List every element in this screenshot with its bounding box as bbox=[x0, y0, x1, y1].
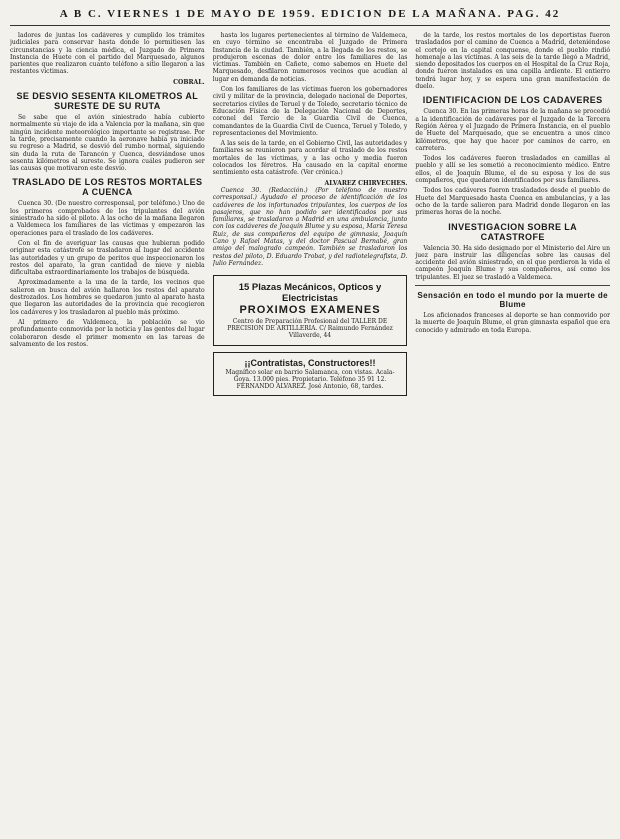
advertisement-contractors bbox=[213, 352, 408, 396]
article-text: Se sabe que el avión siniestrado había cubierto normalmente su viaje de ida a Valencia por la mañana, sin que ningún incidente meteorológico importante se registrase. Por la tarde, precisamente cuando la aeronave había ya iniciado su regreso a Madrid, se desvió del rumbo normal, siguiendo sin duda la ruta de Tarancón y Cuenca, desviándose unos sesenta kilómetros al sureste. Se ignora cuáles pudieron ser las causas que motivaron este desvío. bbox=[10, 114, 205, 173]
column-3 bbox=[415, 32, 610, 832]
article-text: Con los familiares de las víctimas fueron los gobernadores civil y militar de la provincia, delegado nacional de Deportes, secretarios civiles de Teruel y de Toledo, secretario técnico de Educación Física de la Delegación Nacional de Deportes, coronel del Tercio de la Guardia Civil de Cuenca, comandantes de la Guardia Civil de Cuenca, Teruel y Toledo, y representaciones del Movimiento. bbox=[212, 86, 408, 137]
article-text: Aproximadamente a la una de la tarde, los vecinos que salieron en busca del avión hallaron los restos del aparato destrozados. Los hombres se quedaron junto al aparato hasta que llegaron las autoridades de la provincia que recogieron los cadáveres y los trasladaron al pueblo más próximo. bbox=[10, 279, 205, 316]
article-text: Al primero de Valdemeca, la población se vio profundamente conmovida por la noticia y las gentes del lugar colaboraron desde el primer momento en las tareas de salvamento de los restos. bbox=[10, 318, 205, 348]
article-text: A las seis de la tarde, en el Gobierno Civil, las autoridades y familiares se reunieron para acordar el traslado de los restos mortales de las víctimas, y a las ocho y media fueron colocados los féretros. Ha causado en la capital enorme sentimiento esta catástrofe. (Ver crónica.) bbox=[212, 140, 408, 177]
article-heading: TRASLADO DE LOS RESTOS MORTALES A CUENCA bbox=[12, 177, 203, 198]
article-text: Todos los cadáveres fueron trasladados desde el pueblo de Huete del Marquesado hasta Cuenca en ambulancias, y a las ocho de la tarde salieron para Madrid donde llegaron en las primeras horas de la noche. bbox=[415, 187, 611, 217]
article-text: Cuenca 30. En las primeras horas de la mañana se procedió a la identificación de cadáveres por el Juzgado de la Tercera Región Aérea y el Juzgado de Primera Instancia, en el pueblo de Huete del Marquesado, que se encuentra a unos cinco kilómetros, que hay que hacer por caminos de carro, en carretera. bbox=[415, 108, 611, 152]
byline: ALVAREZ CHIRVECHES. bbox=[324, 179, 408, 187]
article-heading: Sensación en todo el mundo por la muerte de Blume bbox=[417, 291, 608, 310]
column-2 bbox=[213, 32, 408, 832]
article-text: de la tarde, los restos mortales de los deportistas fueron trasladados por el camino de Cuenca a Madrid, deteniéndose el cortejo en la capital conquense, donde el pueblo rindió homenaje a las víctimas. A las seis de la tarde llegó a Madrid, siendo depositados los cuerpos en el Hospital de la Cruz Roja, donde fueron instalados en una capilla ardiente. El entierro tendrá lugar hoy, y se espera una gran manifestación de duelo. bbox=[415, 32, 611, 91]
article-text: Cuenca 30. (De nuestro corresponsal, por teléfono.) Uno de los primeros comprobados de los tripulantes del avión siniestrado ha sido el piloto. A las ocho de la mañana llegaron a Valdemeca los familiares de las víctimas y empezaron las operaciones para el traslado de los cadáveres. bbox=[10, 200, 205, 237]
columns bbox=[10, 32, 610, 832]
ad-subtitle: PROXIMOS EXAMENES bbox=[239, 304, 381, 317]
italic-section bbox=[213, 187, 408, 267]
ad-body: Centro de Preparación Profesional del TALLER DE PRECISION DE ARTILLERIA. C/ Raimundo Fernández Villaverde, 44 bbox=[227, 317, 393, 339]
page-header: A B C. VIERNES 1 DE MAYO DE 1959. EDICION DE LA MAÑANA. PAG. 42 bbox=[10, 8, 610, 26]
ad-body: Magnífico solar en barrio Salamanca, con vistas. Acala-Goya. 13.000 pies. Propietario. Teléfono 35 91 12. FERNANDO ALVAREZ. José Antonio, 68, tardes. bbox=[225, 368, 395, 390]
article-heading: SE DESVIO SESENTA KILOMETROS AL SURESTE DE SU RUTA bbox=[16, 91, 199, 112]
article-text: Con el fin de averiguar las causas que hubieran podido originar esta catástrofe se trasladaron al lugar del accidente las autoridades y un grupo de peritos que inspeccionaron los restos del aparato, la gran cantidad de nieve y niebla dificultaba extraordinariamente los trabajos de búsqueda. bbox=[10, 239, 205, 277]
advertisement-exams bbox=[213, 275, 408, 345]
article-text: ladores de juntas los cadáveres y cumplido los trámites judiciales para conservar hasta donde lo permitiesen las circunstancias y la ciencia médica, el Juzgado de Primera Instancia de Huete con el partido del Marquesado, algunos parientes que realizaron cuanto teléfono a sitio llegaron a las restantes víctimas. bbox=[10, 32, 205, 76]
article-text: Los aficionados franceses al deporte se han conmovido por la muerte de Joaquín Blume, el gran gimnasta español que era conocido y admirado en toda Europa. bbox=[415, 312, 611, 334]
article-heading: IDENTIFICACION DE LOS CADAVERES bbox=[422, 95, 603, 106]
ad-title: 15 Plazas Mecánicos, Opticos y Electricistas bbox=[238, 282, 382, 305]
article-text: Todos los cadáveres fueron trasladados en camillas al pueblo y allí se les sometió a reconocimiento médico. Entre ellos, el de Joaquín Blume, el de su esposa y los de sus compañeros, que quedaron identificados por sus familiares. bbox=[415, 155, 611, 185]
ad-title: ¡¡Contratistas, Constructores!! bbox=[244, 357, 376, 368]
article-text: Valencia 30. Ha sido designado por el Ministerio del Aire un juez para instruir las diligencias sobre las causas del accidente del avión siniestrado, en el que perdieron la vida el campeón Joaquín Blume y sus compañeros, así como los tripulantes. El juez se trasladó a Valdemeca. bbox=[415, 244, 611, 281]
article-text: hasta los lugares pertenecientes al término de Valdemeca, en cuyo término se encontraba el Juzgado de Primera Instancia de la ciudad. También, a la llegada de los restos, se produjeron escenas de dolor entre los familiares de las víctimas. También en Cañete, como sabemos en Huete del Marquesado, desfilaron numerosos vecinos que acudían al lugar en demanda de noticias. bbox=[212, 32, 408, 83]
article-text: Cuenca 30. (Redacción.) (Por teléfono de nuestro corresponsal.) Ayudado el proceso de identificación de los cadáveres de los infortunados tripulantes, los cuerpos de los pasajeros, que no han podido ser identificados por sus familiares, se trasladaron a Madrid en una ambulancia, junto con los cadáveres de Joaquín Blume y su esposa, María Teresa Ruiz, de sus compañeros del equipo de gimnasia, Joaquín Cano y Rafael Matas, y del doctor Pascual Bernabé, gran amigo del malogrado campeón. También se trasladaron los restos del piloto, D. Eduardo Trobat, y del radiotelegrafista, D. Julio Fernández. bbox=[212, 186, 408, 267]
article-heading: INVESTIGACION SOBRE LA CATASTROFE bbox=[448, 221, 578, 242]
divider bbox=[415, 285, 610, 286]
column-1 bbox=[10, 32, 205, 832]
byline: COBRAL. bbox=[173, 78, 205, 86]
